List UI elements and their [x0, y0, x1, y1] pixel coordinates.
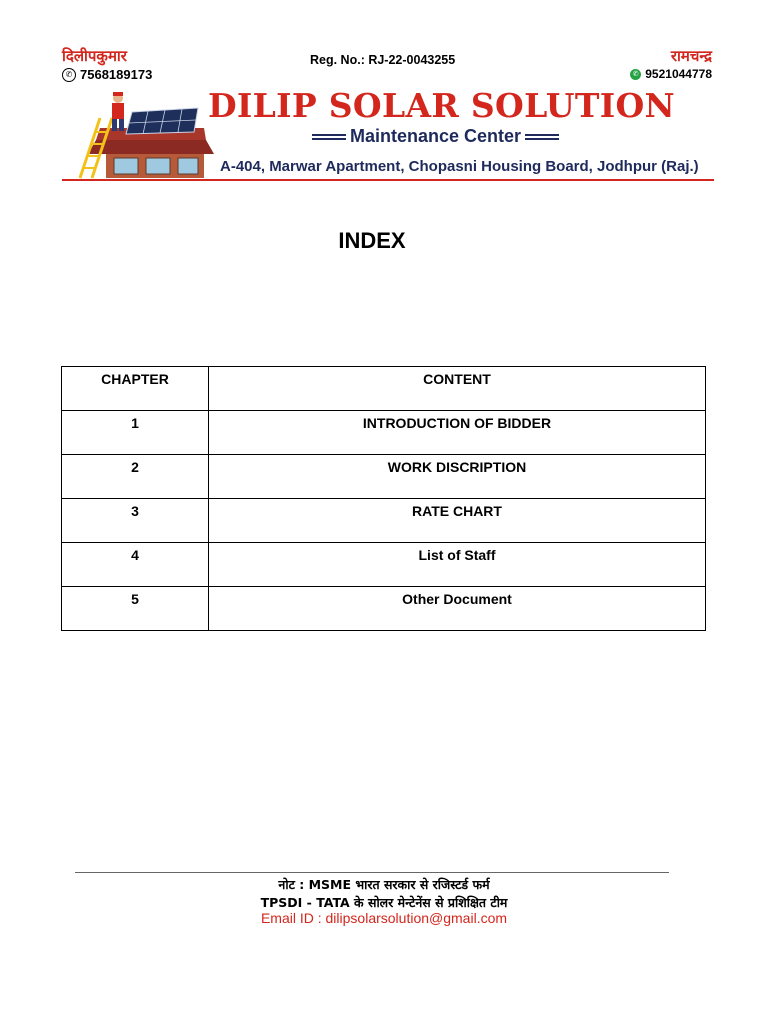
chapter-number: 1	[62, 411, 209, 455]
table-row	[62, 499, 706, 543]
table-row	[62, 411, 706, 455]
phone-icon: ✆	[62, 68, 76, 82]
company-name: DILIP SOLAR SOLUTION	[208, 86, 675, 125]
chapter-number: 5	[62, 587, 209, 631]
table-row	[62, 543, 706, 587]
footer-note-training: TPSDI - TATA के सोलर मेन्टेनेंस से प्रशिक्षित टीम	[260, 895, 508, 910]
chapter-content: INTRODUCTION OF BIDDER	[209, 411, 706, 455]
whatsapp-icon: ✆	[630, 69, 641, 80]
phone-left	[62, 67, 152, 82]
proprietor-name-left: दिलीपकुमार	[62, 47, 127, 65]
double-rule-right	[525, 134, 559, 140]
chapter-number: 4	[62, 543, 209, 587]
table-row	[62, 455, 706, 499]
index-table	[61, 366, 706, 631]
subtitle-banner	[312, 126, 559, 147]
header-divider	[62, 179, 714, 181]
registration-number: Reg. No.: RJ-22-0043255	[310, 53, 456, 67]
chapter-number: 2	[62, 455, 209, 499]
phone-number-right: 9521044778	[645, 67, 712, 81]
table-header-row	[62, 367, 706, 411]
table-row	[62, 587, 706, 631]
chapter-content: List of Staff	[209, 543, 706, 587]
header-chapter: CHAPTER	[62, 367, 209, 411]
footer-email: Email ID : dilipsolarsolution@gmail.com	[260, 910, 508, 926]
company-subtitle: Maintenance Center	[350, 126, 522, 146]
phone-number-left: 7568189173	[80, 67, 153, 82]
footer-divider	[75, 872, 669, 873]
phone-right	[630, 67, 712, 81]
proprietor-name-right: रामचन्द्र	[670, 47, 712, 65]
footer-note-msme: नोट : MSME भारत सरकार से रजिस्टर्ड फर्म	[278, 877, 490, 892]
chapter-number: 3	[62, 499, 209, 543]
solar-installer-logo	[66, 88, 214, 180]
company-address: A-404, Marwar Apartment, Chopasni Housing Board, Jodhpur (Raj.)	[220, 158, 699, 175]
double-rule-left	[312, 134, 346, 140]
header-content: CONTENT	[209, 367, 706, 411]
chapter-content: Other Document	[209, 587, 706, 631]
chapter-content: RATE CHART	[209, 499, 706, 543]
chapter-content: WORK DISCRIPTION	[209, 455, 706, 499]
page-title: INDEX	[338, 228, 406, 253]
